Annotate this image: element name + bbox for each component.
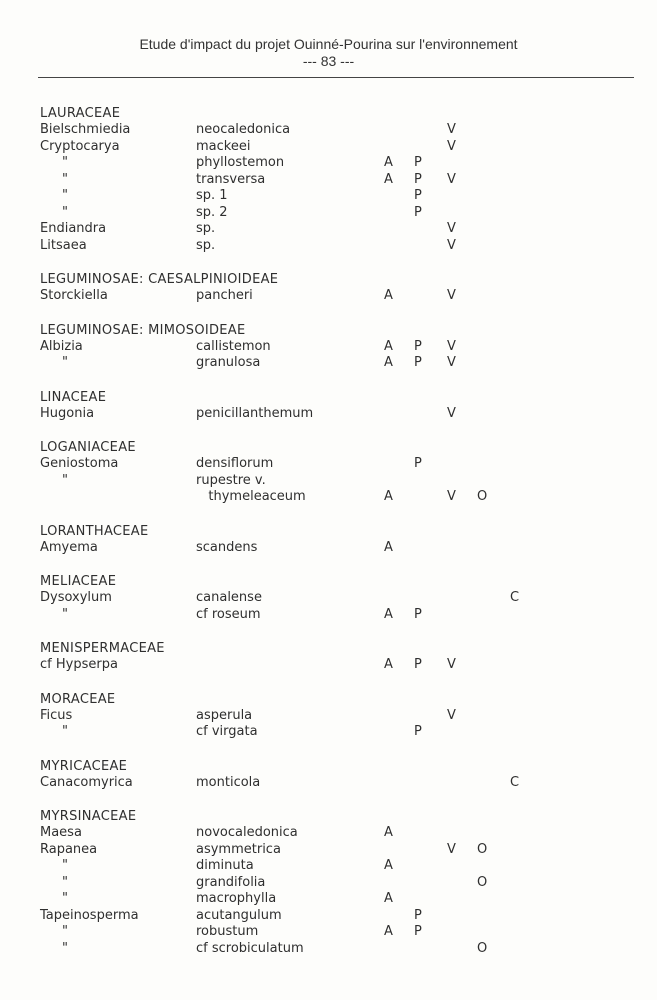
page-number: --- 83 --- xyxy=(302,53,355,69)
species-row xyxy=(40,155,600,172)
document-title: Etude d'impact du projet Ouinné-Pourina sur l'environnement xyxy=(139,36,518,52)
species-row xyxy=(40,590,600,607)
species-row xyxy=(40,205,600,222)
mark-a: A xyxy=(384,539,393,555)
species-row xyxy=(40,657,600,674)
mark-p: P xyxy=(414,606,422,622)
genus-name: " xyxy=(62,606,68,622)
species-name: densiflorum xyxy=(196,456,274,471)
mark-v: V xyxy=(447,707,456,723)
family-name: MELIACEAE xyxy=(40,574,117,589)
mark-p: P xyxy=(414,155,422,170)
mark-o: O xyxy=(477,841,488,857)
species-name: sp. 2 xyxy=(196,204,228,220)
species-name: cf roseum xyxy=(196,606,261,622)
species-row xyxy=(40,924,600,941)
genus-name: " xyxy=(62,188,68,203)
mark-v: V xyxy=(447,122,456,137)
family-name: MENISPERMACEAE xyxy=(40,641,165,656)
genus-name: cf Hypserpa xyxy=(40,657,118,672)
species-row xyxy=(40,875,600,892)
family-name: LEGUMINOSAE: MIMOSOIDEAE xyxy=(40,322,246,338)
mark-p: P xyxy=(414,171,422,187)
family-name: MORACEAE xyxy=(40,691,116,707)
species-row xyxy=(40,724,600,741)
family-name: LAURACEAE xyxy=(40,106,121,121)
genus-name: " xyxy=(62,891,68,906)
page-header xyxy=(0,36,657,70)
species-name: cf scrobiculatum xyxy=(196,940,304,956)
species-row xyxy=(40,858,600,875)
genus-name: " xyxy=(62,155,68,170)
species-name: pancheri xyxy=(196,288,253,303)
family-block xyxy=(40,439,600,506)
mark-a: A xyxy=(384,489,393,504)
species-name: macrophylla xyxy=(196,891,277,906)
mark-p: P xyxy=(414,338,422,354)
mark-a: A xyxy=(384,355,393,370)
genus-name: " xyxy=(62,940,68,956)
family-block xyxy=(40,322,600,372)
family-block xyxy=(40,523,600,557)
genus-name: Bielschmiedia xyxy=(40,122,131,137)
species-name: penicillanthemum xyxy=(196,405,314,421)
mark-v: V xyxy=(447,405,456,421)
mark-v: V xyxy=(447,355,456,370)
mark-a: A xyxy=(384,606,393,622)
mark-p: P xyxy=(414,204,422,220)
species-name: monticola xyxy=(196,774,261,790)
mark-v: V xyxy=(447,489,456,504)
family-block xyxy=(40,389,600,423)
genus-name: " xyxy=(62,874,68,890)
mark-v: V xyxy=(447,171,456,187)
family-name: MYRICACEAE xyxy=(40,758,128,774)
species-name: rupestre v. xyxy=(196,472,266,488)
species-row xyxy=(40,489,600,506)
genus-name: Tapeinosperma xyxy=(40,907,139,923)
mark-p: P xyxy=(414,456,422,471)
species-name: granulosa xyxy=(196,355,261,370)
family-block xyxy=(40,640,600,674)
species-row xyxy=(40,355,600,372)
mark-o: O xyxy=(477,489,488,504)
mark-a: A xyxy=(384,924,393,939)
family-block xyxy=(40,691,600,741)
genus-name: Endiandra xyxy=(40,221,107,236)
mark-p: P xyxy=(414,657,422,672)
mark-c: C xyxy=(510,590,520,605)
genus-name: " xyxy=(62,171,68,187)
species-name: mackeei xyxy=(196,138,251,154)
species-row xyxy=(40,540,600,557)
species-name: cf virgata xyxy=(196,724,258,739)
species-name: robustum xyxy=(196,924,259,939)
genus-name: Rapanea xyxy=(40,841,98,857)
family-block xyxy=(40,105,600,254)
species-name: sp. xyxy=(196,237,216,253)
species-name: scandens xyxy=(196,539,258,555)
species-name: acutangulum xyxy=(196,907,282,923)
family-block xyxy=(40,573,600,623)
species-row xyxy=(40,139,600,156)
genus-name: " xyxy=(62,858,68,873)
mark-a: A xyxy=(384,288,393,303)
genus-name: Amyema xyxy=(40,539,98,555)
mark-v: V xyxy=(447,288,456,303)
species-name: sp. 1 xyxy=(196,188,228,203)
species-row xyxy=(40,188,600,205)
species-name: diminuta xyxy=(196,858,254,873)
species-name: sp. xyxy=(196,221,216,236)
genus-name: Ficus xyxy=(40,707,73,723)
mark-a: A xyxy=(384,825,393,840)
species-list xyxy=(40,105,600,974)
mark-a: A xyxy=(384,891,393,906)
species-row xyxy=(40,238,600,255)
genus-name: " xyxy=(62,204,68,220)
genus-name: Albizia xyxy=(40,338,83,354)
species-row xyxy=(40,908,600,925)
mark-a: A xyxy=(384,858,393,873)
species-name: novocaledonica xyxy=(196,825,298,840)
family-name: LINACEAE xyxy=(40,389,107,405)
species-name: neocaledonica xyxy=(196,122,291,137)
genus-name: Maesa xyxy=(40,825,82,840)
species-row xyxy=(40,339,600,356)
mark-v: V xyxy=(447,338,456,354)
mark-v: V xyxy=(447,657,456,672)
mark-p: P xyxy=(414,907,422,923)
family-name: MYRSINACEAE xyxy=(40,809,137,824)
mark-v: V xyxy=(447,237,456,253)
species-row xyxy=(40,891,600,908)
species-row xyxy=(40,122,600,139)
mark-a: A xyxy=(384,657,393,672)
genus-name: " xyxy=(62,924,68,939)
family-name: LORANTHACEAE xyxy=(40,523,149,539)
species-name: grandifolia xyxy=(196,874,266,890)
species-row xyxy=(40,221,600,238)
species-name: callistemon xyxy=(196,338,271,354)
species-row xyxy=(40,607,600,624)
species-name: canalense xyxy=(196,590,262,605)
mark-v: V xyxy=(447,221,456,236)
genus-name: Hugonia xyxy=(40,405,95,421)
mark-a: A xyxy=(384,171,393,187)
mark-p: P xyxy=(414,188,422,203)
species-row xyxy=(40,775,600,792)
genus-name: Geniostoma xyxy=(40,456,119,471)
header-divider xyxy=(38,77,634,78)
species-row xyxy=(40,473,600,490)
mark-o: O xyxy=(477,940,488,956)
family-block xyxy=(40,808,600,957)
mark-p: P xyxy=(414,355,422,370)
mark-c: C xyxy=(510,774,520,790)
mark-o: O xyxy=(477,874,488,890)
genus-name: " xyxy=(62,472,68,488)
species-name: phyllostemon xyxy=(196,155,285,170)
species-row xyxy=(40,708,600,725)
genus-name: Canacomyrica xyxy=(40,774,133,790)
genus-name: Dysoxylum xyxy=(40,590,112,605)
genus-name: Storckiella xyxy=(40,288,108,303)
genus-name: " xyxy=(62,355,68,370)
species-name: asymmetrica xyxy=(196,841,281,857)
mark-p: P xyxy=(414,724,422,739)
species-row xyxy=(40,456,600,473)
family-block xyxy=(40,758,600,792)
species-name: asperula xyxy=(196,707,253,723)
genus-name: " xyxy=(62,724,68,739)
mark-a: A xyxy=(384,338,393,354)
species-row xyxy=(40,842,600,859)
mark-p: P xyxy=(414,924,422,939)
species-row xyxy=(40,825,600,842)
species-row xyxy=(40,406,600,423)
species-row xyxy=(40,172,600,189)
mark-v: V xyxy=(447,841,456,857)
family-name: LOGANIACEAE xyxy=(40,440,136,455)
species-row xyxy=(40,941,600,958)
genus-name: Cryptocarya xyxy=(40,138,120,154)
genus-name: Litsaea xyxy=(40,237,87,253)
species-row xyxy=(40,288,600,305)
species-name: thymeleaceum xyxy=(196,489,306,504)
family-name: LEGUMINOSAE: CAESALPINIOIDEAE xyxy=(40,272,279,287)
mark-a: A xyxy=(384,155,393,170)
mark-v: V xyxy=(447,138,456,154)
family-block xyxy=(40,271,600,305)
species-name: transversa xyxy=(196,171,266,187)
